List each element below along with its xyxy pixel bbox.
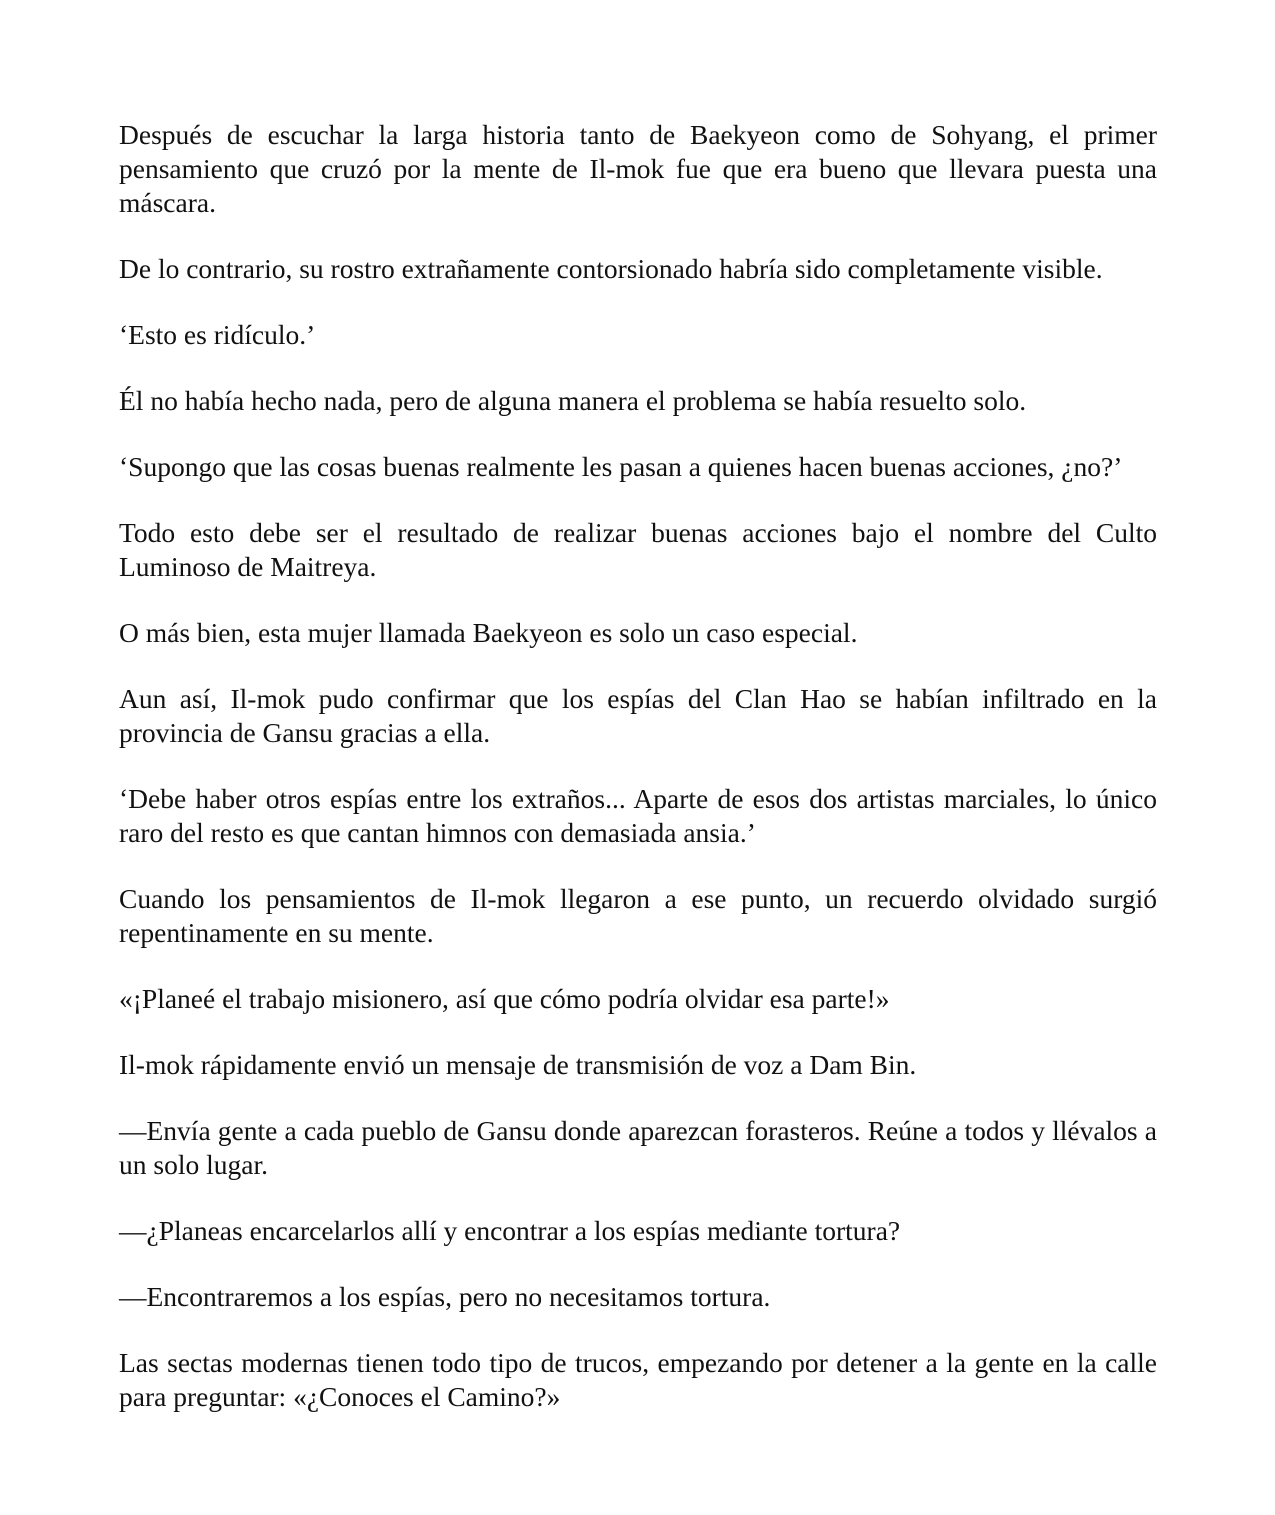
paragraph-12: Il-mok rápidamente envió un mensaje de transmisión de voz a Dam Bin. (119, 1049, 917, 1080)
paragraph-5: ‘Supongo que las cosas buenas realmente les pasan a quienes hacen buenas acciones, ¿no?’ (119, 451, 1123, 482)
paragraph-16: Las sectas modernas tienen todo tipo de trucos, empezando por detener a la gente en la calle para preguntar: «¿Conoces el Camino?» (119, 1347, 1157, 1412)
paragraph-10: Cuando los pensamientos de Il-mok llegaron a ese punto, un recuerdo olvidado surgió repentinamente en su mente. (119, 883, 1157, 948)
paragraph-4: Él no había hecho nada, pero de alguna manera el problema se había resuelto solo. (119, 385, 1027, 416)
document-page (119, 118, 1157, 1414)
paragraph-15: —Encontraremos a los espías, pero no necesitamos tortura. (119, 1281, 771, 1312)
paragraph-14: —¿Planeas encarcelarlos allí y encontrar a los espías mediante tortura? (119, 1215, 901, 1246)
paragraph-9: ‘Debe haber otros espías entre los extraños... Aparte de esos dos artistas marciales, lo único raro del resto es que cantan himnos con demasiada ansia.’ (119, 783, 1157, 848)
paragraph-8: Aun así, Il-mok pudo confirmar que los espías del Clan Hao se habían infiltrado en la provincia de Gansu gracias a ella. (119, 683, 1157, 748)
paragraph-7: O más bien, esta mujer llamada Baekyeon es solo un caso especial. (119, 617, 858, 648)
paragraph-2: De lo contrario, su rostro extrañamente contorsionado habría sido completamente visible. (119, 253, 1103, 284)
paragraph-6: Todo esto debe ser el resultado de realizar buenas acciones bajo el nombre del Culto Luminoso de Maitreya. (119, 517, 1157, 582)
paragraph-11: «¡Planeé el trabajo misionero, así que cómo podría olvidar esa parte!» (119, 983, 890, 1014)
paragraph-1: Después de escuchar la larga historia tanto de Baekyeon como de Sohyang, el primer pensamiento que cruzó por la mente de Il-mok fue que era bueno que llevara puesta una máscara. (119, 119, 1157, 218)
paragraph-3: ‘Esto es ridículo.’ (119, 319, 316, 350)
paragraph-13: —Envía gente a cada pueblo de Gansu donde aparezcan forasteros. Reúne a todos y llévalos a un solo lugar. (119, 1115, 1157, 1180)
